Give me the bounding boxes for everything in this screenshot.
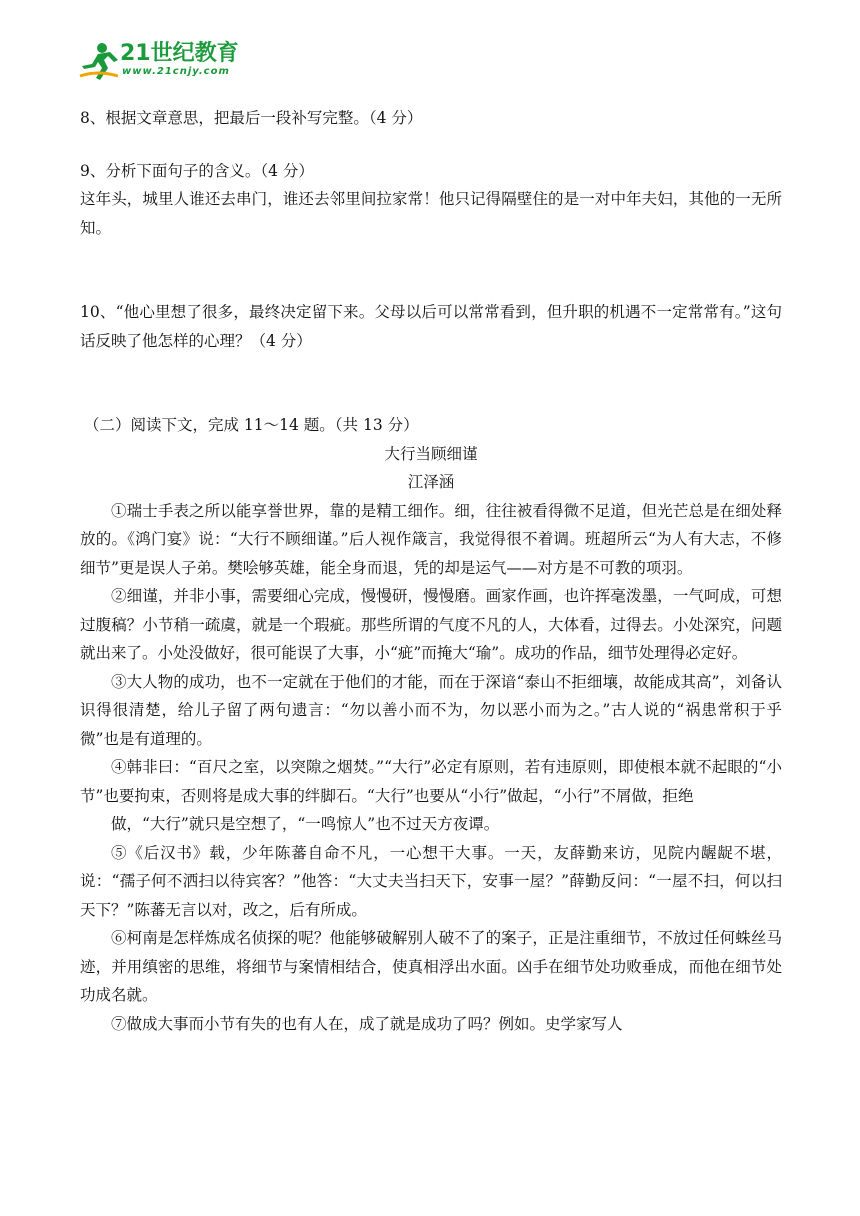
question-9-title: 9、分析下面句子的含义。（4 分） bbox=[80, 161, 314, 180]
logo-brand-text: 21世纪教育 bbox=[120, 41, 239, 66]
paragraph-3: ③大人物的成功，也不一定就在于他们的才能，而在于深谙“泰山不拒细壤，故能成其高”，刘备认识得很清楚，给儿子留了两句遗言：“勿以善小而不为，勿以恶小而为之。”古人说的“祸患常积于乎微”也是有道理的。 bbox=[80, 672, 782, 748]
paragraph-5: ⑤《后汉书》载，少年陈蕃自命不凡，一心想干大事。一天，友薛勤来访，见院内龌龊不堪，说：“孺子何不洒扫以待宾客？”他答：“大丈夫当扫天下，安事一屋？”薛勤反问：“一屋不扫，何以扫天下？”陈蕃无言以对，改之，后有所成。 bbox=[80, 843, 782, 919]
paragraph-1: ①瑞士手表之所以能享誉世界，靠的是精工细作。细，往往被看得微不足道，但光芒总是在细处释放的。《鸿门宴》说：“大行不顾细谨。”后人视作箴言，我觉得很不着调。班超所云“为人有大志，不修细节”更是误人子弟。樊哙够英雄，能全身而退，凭的却是运气——对方是不可教的项羽。 bbox=[80, 501, 782, 577]
question-8: 8、根据文章意思，把最后一段补写完整。（4 分） bbox=[80, 109, 423, 127]
paragraph-2: ②细谨，并非小事，需要细心完成，慢慢研，慢慢磨。画家作画，也许挥毫泼墨，一气呵成，可想过腹稿？小节稍一疏虞，就是一个瑕疵。那些所谓的气度不凡的人，大体看，过得去。小处深究，问题就出来了。小处没做好，很可能误了大事，小“疵”而掩大“瑜”。成功的作品，细节处理得必定好。 bbox=[80, 587, 782, 662]
runner-logo-icon bbox=[78, 42, 122, 82]
paragraph-4-continued: 做，“大行”就只是空想了，“一鸣惊人”也不过天方夜谭。 bbox=[111, 815, 500, 833]
section-heading: （二）阅读下文，完成 11～14 题。（共 13 分） bbox=[84, 416, 419, 434]
logo-url-text: www.21cnjy.com bbox=[122, 66, 230, 77]
document-body bbox=[80, 104, 782, 1038]
question-9-quote: 这年头，城里人谁还去串门，谁还去邻里间拉家常！他只记得隔壁住的是一对中年夫妇，其他的一无所知。 bbox=[80, 190, 782, 237]
paragraph-6: ⑥柯南是怎样炼成名侦探的呢？他能够破解别人破不了的案子，正是注重细节，不放过任何蛛丝马迹，并用缜密的思维，将细节与案情相结合，使真相浮出水面。凶手在细节处功败垂成，而他在细节处功成名就。 bbox=[80, 929, 782, 1004]
question-10: 10、“他心里想了很多，最终决定留下来。父母以后可以常常看到，但升职的机遇不一定常常有。”这句话反映了他怎样的心理？（4 分） bbox=[80, 303, 782, 350]
article-author: 江泽涵 bbox=[407, 473, 455, 491]
logo bbox=[78, 40, 258, 84]
article-title: 大行当顾细谨 bbox=[384, 444, 478, 463]
paragraph-4: ④韩非曰：“百尺之室，以突隙之烟焚。”“大行”必定有原则，若有违原则，即使根本就不起眼的“小节”也要拘束，否则将是成大事的绊脚石。“大行”也要从“小行”做起，“小行”不屑做，拒绝 bbox=[80, 758, 782, 805]
paragraph-7: ⑦做成大事而小节有失的也有人在，成了就是成功了吗？例如。史学家写人 bbox=[111, 1014, 623, 1033]
